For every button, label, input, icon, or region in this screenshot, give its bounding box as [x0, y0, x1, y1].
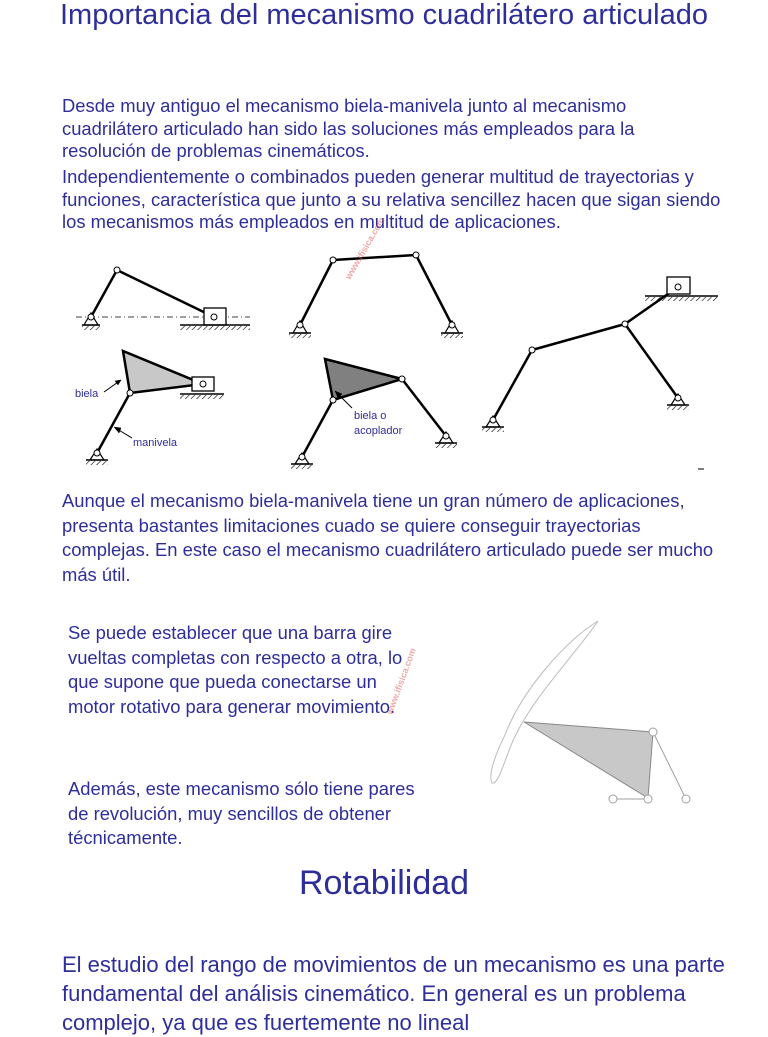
intro-paragraph-1: Desde muy antiguo el mecanismo biela-manivela junto al mecanismo cuadrilátero articulado han sido las soluciones más empleados para la resolución de problemas cinemáticos.	[62, 95, 635, 161]
combined-mechanism	[482, 277, 718, 469]
page-title: Importancia del mecanismo cuadrilátero articulado	[60, 0, 708, 31]
label-acoplador-2: acoplador	[354, 425, 403, 437]
intro-paragraph-2: Independientemente o combinados pueden generar multitud de trayectorias y funciones, característica que junto a su relativa sencillez hacen que sigan siendo los mecanismos más empleados en multitud de aplicaciones.	[62, 166, 721, 232]
body-paragraph-2: Se puede establecer que una barra gire vueltas completas con respecto a otra, lo que supone que pueda conectarse un motor rotativo para generar movimiento.	[68, 622, 403, 717]
body-paragraph-1: Aunque el mecanismo biela-manivela tiene un gran número de aplicaciones, presenta bastantes limitaciones cuado se quiere conseguir trayectorias complejas. En este caso el mecanismo cuadrilátero articulado puede ser mucho más útil.	[62, 490, 714, 585]
label-acoplador-1: biela o	[354, 410, 387, 422]
label-manivela: manivela	[133, 437, 178, 449]
four-bar-top	[289, 252, 463, 338]
section-heading: Rotabilidad	[298, 864, 470, 902]
coupler-curve-figure	[0, 615, 768, 815]
label-biela: biela	[75, 388, 99, 400]
section-paragraph: El estudio del rango de movimientos de un mecanismo es una parte fundamental del análisis cinemático. En general es un problema complejo, ya que es fuertemente no lineal	[62, 952, 725, 1035]
watermark-1: www.ifisica.com	[343, 215, 387, 281]
mechanisms-figure	[0, 215, 768, 480]
watermark-2: www.ifisica.com	[384, 646, 418, 716]
coupler-curve	[491, 621, 598, 783]
body-paragraph-3: Además, este mecanismo sólo tiene pares de revolución, muy sencillos de obtener técnicamente.	[68, 778, 415, 848]
slider-crank-top	[76, 267, 250, 330]
coupler-triangle	[524, 722, 653, 798]
